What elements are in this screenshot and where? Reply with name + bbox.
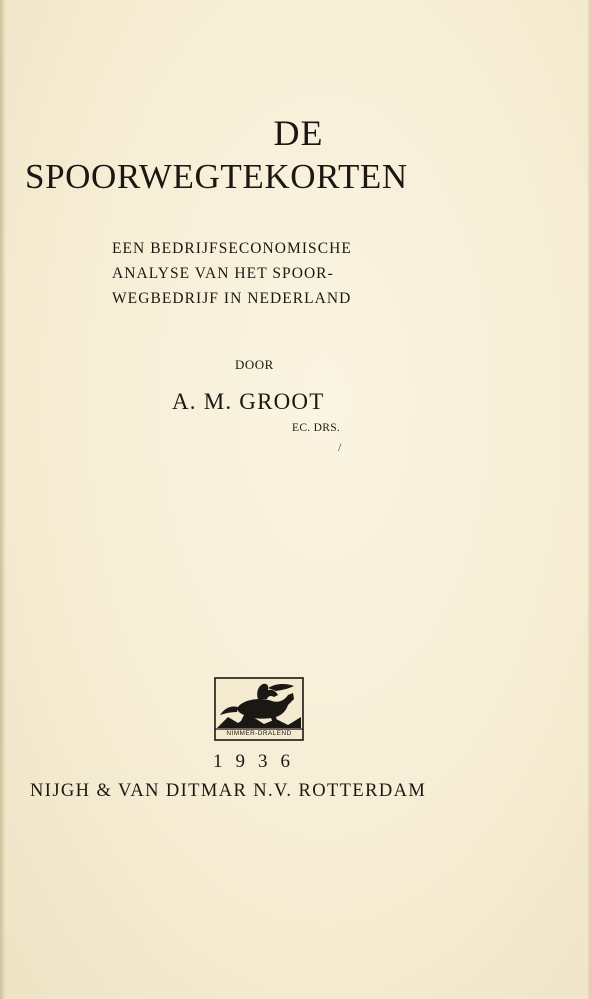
title-line-1: DE	[273, 113, 324, 153]
author-degree: EC. DRS.	[292, 422, 341, 434]
publisher-line: NIJGH & VAN DITMAR N.V. ROTTERDAM	[30, 781, 427, 801]
publication-year: 1936	[213, 751, 303, 772]
subtitle-line-1: EEN BEDRIJFSECONOMISCHE	[112, 240, 352, 257]
pencil-mark: /	[338, 440, 342, 454]
title-line-2: SPOORWEGTEKORTEN	[25, 157, 408, 196]
subtitle-line-2: ANALYSE VAN HET SPOOR-	[112, 265, 334, 282]
publisher-emblem	[214, 677, 304, 741]
subtitle-line-3: WEGBEDRIJF IN NEDERLAND	[112, 290, 352, 307]
author-name: A. M. GROOT	[172, 389, 325, 414]
emblem-motto: NIMMER-DRALEND	[226, 730, 292, 737]
byline-door: DOOR	[235, 357, 274, 372]
